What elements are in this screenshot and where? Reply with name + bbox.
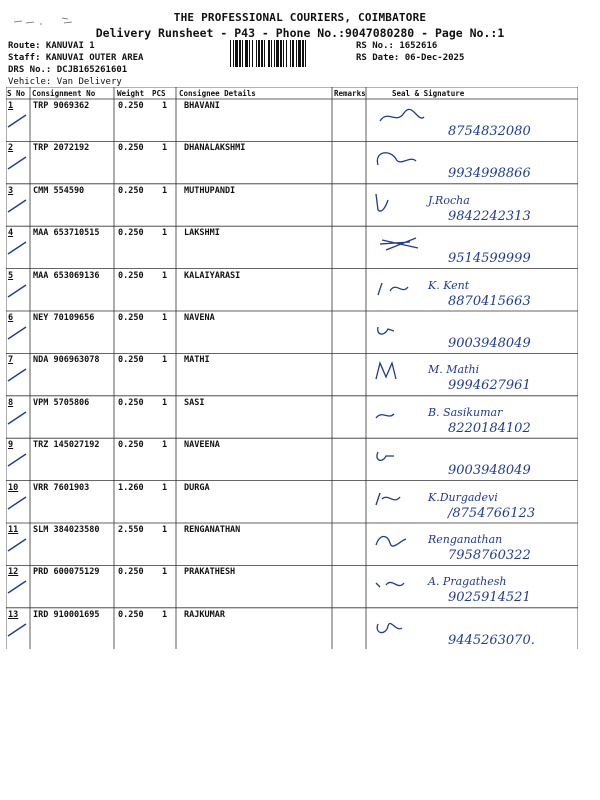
row-sno: 2 [8, 143, 14, 154]
signature-phone: 9445263070. [448, 632, 535, 648]
vehicle: Vehicle: Van Delivery [8, 77, 122, 87]
row-sno: 13 [8, 609, 19, 620]
row-consignee: NAVENA [184, 313, 215, 323]
delivered-check-icon [6, 410, 28, 426]
row-pcs: 1 [162, 567, 168, 578]
signature-scribble [377, 452, 394, 460]
row-signature [370, 103, 586, 141]
signature-scribble [376, 537, 406, 547]
row-pcs: 1 [162, 313, 168, 323]
row-sno: 5 [8, 270, 14, 281]
row-sno: 11 [8, 525, 19, 535]
row-consignee: PRAKATHESH [184, 567, 236, 578]
row-consignment-no: PRD 600075129 [33, 567, 100, 578]
row-consignment-no: TRZ 145027192 [33, 440, 100, 451]
signature-phone: 9842242313 [448, 208, 531, 224]
barcode [228, 40, 353, 67]
row-weight: 0.250 [118, 567, 144, 578]
signature-name: K.Durgadevi [428, 490, 498, 504]
delivered-check-icon [6, 452, 28, 468]
signature-scribble [377, 623, 402, 632]
row-consignee: RENGANATHAN [184, 525, 241, 535]
row-sno: 4 [8, 228, 14, 239]
row-sno: 1 [8, 101, 14, 111]
row-weight: 1.260 [118, 482, 144, 493]
row-weight: 0.250 [118, 313, 144, 323]
row-signature [370, 273, 586, 311]
row-signature [370, 485, 586, 523]
signature-phone: 9025914521 [448, 590, 531, 606]
row-signature [370, 400, 586, 438]
signature-phone: 9514599999 [448, 251, 531, 267]
row-sno: 3 [8, 185, 14, 196]
delivered-check-icon [6, 283, 28, 299]
col-header-sno: S No [7, 89, 26, 98]
signature-scribble [376, 414, 394, 418]
delivered-check-icon [6, 240, 28, 256]
row-consignment-no: VRR 7601903 [33, 482, 90, 493]
row-sno: 8 [8, 397, 14, 408]
row-consignment-no: NDA 906963078 [33, 355, 100, 366]
row-signature [370, 569, 586, 607]
row-consignee: DHANALAKSHMI [184, 143, 246, 154]
delivered-check-icon [6, 198, 28, 214]
row-consignment-no: CMM 554590 [33, 185, 85, 196]
row-consignee: KALAIYARASI [184, 270, 241, 281]
rs-date: RS Date: 06-Dec-2025 [356, 53, 465, 63]
row-pcs: 1 [162, 482, 168, 493]
row-consignment-no: NEY 70109656 [33, 313, 95, 323]
row-consignee: MATHI [184, 355, 210, 366]
signature-scribble [376, 583, 404, 588]
signature-scribble [378, 283, 408, 295]
row-weight: 0.250 [118, 228, 144, 239]
row-consignment-no: MAA 653069136 [33, 270, 100, 281]
row-consignee: NAVEENA [184, 440, 220, 451]
row-pcs: 1 [162, 143, 168, 154]
signature-scribble [377, 153, 416, 165]
signature-phone: 9994627961 [448, 378, 531, 394]
runsheet-meta-left [8, 40, 143, 88]
delivered-check-icon [6, 155, 28, 171]
signature-scribble [376, 493, 400, 505]
rs-number: RS No.: 1652616 [356, 41, 438, 51]
row-weight: 0.250 [118, 143, 144, 154]
row-consignee: DURGA [184, 482, 210, 493]
row-weight: 0.250 [118, 355, 144, 366]
signature-scribble [376, 194, 388, 211]
row-consignment-no: TRP 9069362 [33, 101, 90, 111]
row-pcs: 1 [162, 355, 168, 366]
delivered-check-icon [6, 113, 28, 129]
route: Route: KANUVAI 1 [8, 41, 95, 51]
row-sno: 12 [8, 567, 19, 578]
signature-phone: 8870415663 [448, 293, 531, 309]
row-weight: 0.250 [118, 609, 144, 620]
row-weight: 0.250 [118, 270, 144, 281]
row-pcs: 1 [162, 185, 168, 196]
drs-number: DRS No.: DCJB165261601 [8, 65, 128, 75]
col-header-weight: Weight [117, 89, 145, 98]
runsheet-meta-right [356, 40, 464, 64]
row-weight: 0.250 [118, 397, 144, 408]
col-header-remarks: Remarks [334, 89, 366, 98]
row-pcs: 1 [162, 101, 168, 111]
row-signature [370, 188, 586, 226]
signature-name: M. Mathi [428, 363, 480, 377]
delivered-check-icon [6, 325, 28, 341]
signature-name: K. Kent [428, 278, 470, 292]
row-consignment-no: MAA 653710515 [33, 228, 100, 239]
signature-name: B. Sasikumar [428, 405, 503, 419]
row-consignee: BHAVANI [184, 101, 220, 111]
signature-name: Renganathan [428, 533, 503, 546]
row-consignment-no: TRP 2072192 [33, 143, 90, 154]
row-pcs: 1 [162, 228, 168, 239]
col-header-consignee: Consignee Details [179, 89, 256, 98]
runsheet-title: Delivery Runsheet - P43 - Phone No.:9047080280 - Page No.:1 [95, 26, 505, 40]
signature-phone: 7958760322 [448, 548, 531, 563]
row-signature [370, 612, 586, 650]
delivered-check-icon [6, 622, 28, 638]
row-weight: 2.550 [118, 525, 144, 535]
row-sno: 9 [8, 440, 14, 451]
row-consignment-no: SLM 384023580 [33, 525, 100, 535]
row-consignment-no: VPM 5705806 [33, 397, 90, 408]
row-consignment-no: IRD 910001695 [33, 609, 100, 620]
staff: Staff: KANUVAI OUTER AREA [8, 53, 144, 63]
row-weight: 0.250 [118, 440, 144, 451]
row-signature [370, 357, 586, 395]
row-signature [370, 145, 586, 183]
signature-scribble [380, 238, 418, 250]
row-sno: 7 [8, 355, 14, 366]
row-pcs: 1 [162, 609, 168, 620]
signature-phone: 9003948049 [448, 463, 531, 479]
col-header-seal: Seal & Signature [392, 89, 465, 98]
row-sno: 10 [8, 482, 19, 493]
signature-scribble [378, 327, 394, 334]
signature-scribble [376, 363, 396, 379]
row-pcs: 1 [162, 397, 168, 408]
row-weight: 0.250 [118, 185, 144, 196]
row-signature [370, 442, 586, 480]
signature-phone: 9003948049 [448, 336, 531, 351]
row-weight: 0.250 [118, 101, 144, 111]
row-signature [370, 527, 586, 565]
delivered-check-icon [6, 579, 28, 595]
signature-scribble [380, 109, 424, 121]
signature-phone: /8754766123 [448, 505, 536, 521]
company-name: THE PROFESSIONAL COURIERS, COIMBATORE [173, 11, 427, 24]
signature-name: J.Rocha [428, 193, 470, 207]
row-pcs: 1 [162, 440, 168, 451]
row-consignee: RAJKUMAR [184, 609, 225, 620]
row-signature [370, 315, 586, 353]
row-pcs: 1 [162, 525, 168, 535]
row-sno: 6 [8, 313, 14, 323]
col-header-consignment: Consignment No [32, 89, 96, 98]
signature-phone: 8754832080 [448, 124, 531, 139]
row-consignee: SASI [184, 397, 205, 408]
row-signature [370, 230, 586, 268]
delivered-check-icon [6, 495, 28, 511]
delivered-check-icon [6, 367, 28, 383]
signature-name: A. Pragathesh [428, 575, 507, 589]
row-consignee: LAKSHMI [184, 228, 220, 239]
row-pcs: 1 [162, 270, 168, 281]
signature-phone: 9934998866 [448, 166, 531, 182]
delivered-check-icon [6, 537, 28, 553]
signature-phone: 8220184102 [448, 420, 531, 436]
col-header-pcs: PCS [152, 89, 166, 98]
row-consignee: MUTHUPANDI [184, 185, 236, 196]
